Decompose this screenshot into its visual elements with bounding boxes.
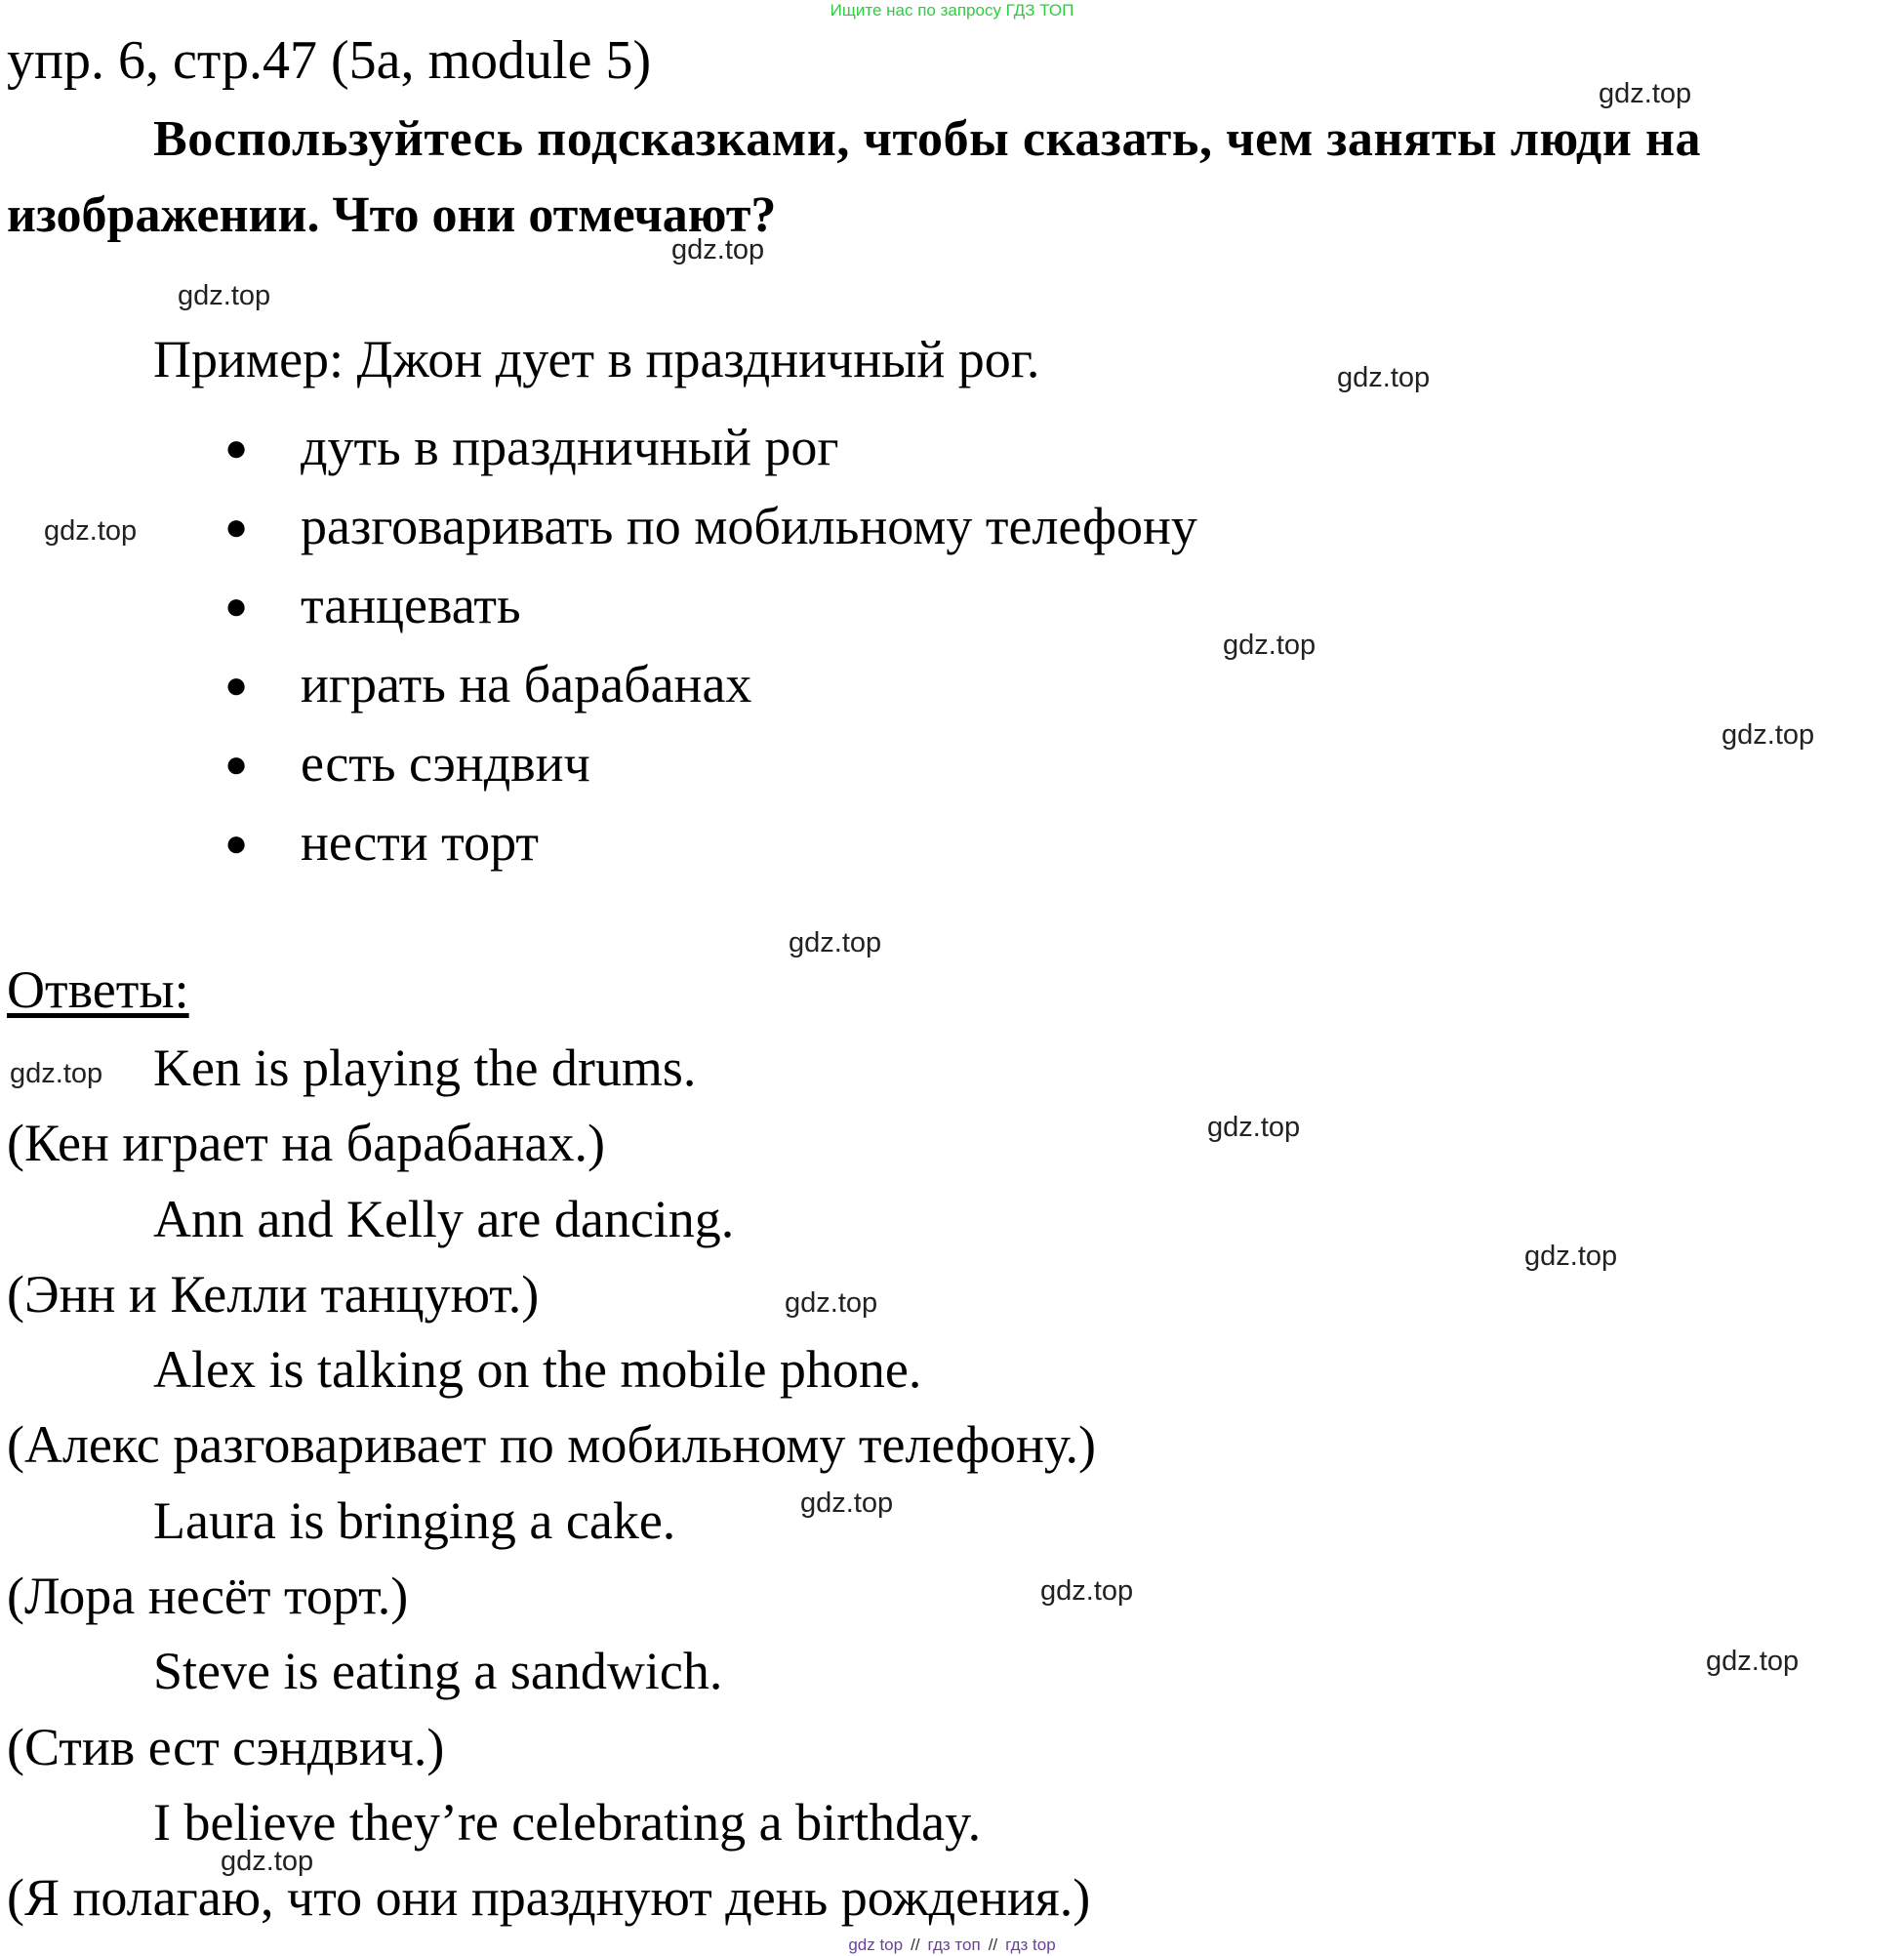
watermark: gdz.top xyxy=(800,1487,894,1519)
watermark: gdz.top xyxy=(1223,630,1317,661)
hint-item xyxy=(224,645,1197,724)
example-sentence: Пример: Джон дует в праздничный рог. xyxy=(153,330,1040,388)
task-instruction xyxy=(7,102,1890,254)
hint-item xyxy=(224,487,1197,566)
watermark: gdz.top xyxy=(221,1846,314,1877)
bullet-icon: ● xyxy=(224,584,249,628)
bullet-icon: ● xyxy=(224,505,249,549)
hint-item xyxy=(224,724,1197,803)
footer-link[interactable]: gdz top xyxy=(848,1936,904,1954)
answer-russian: (Стив ест сэндвич.) xyxy=(7,1717,445,1776)
answer-english: Laura is bringing a cake. xyxy=(153,1490,676,1550)
top-banner[interactable]: Ищите нас по запросу ГДЗ ТОП xyxy=(830,1,1074,20)
watermark: gdz.top xyxy=(44,515,138,547)
watermark: gdz.top xyxy=(1040,1575,1134,1607)
instruction-line-1: Воспользуйтесь подсказками, чтобы сказать, чем заняты люди на xyxy=(153,111,1702,167)
hint-text: нести торт xyxy=(301,813,539,872)
answer-english: Ken is playing the drums. xyxy=(153,1039,697,1097)
bullet-icon: ● xyxy=(224,426,249,469)
answer-english: Steve is eating a sandwich. xyxy=(153,1642,723,1701)
footer-link[interactable]: гдз топ xyxy=(927,1936,981,1954)
answer-russian: (Энн и Келли танцуют.) xyxy=(7,1264,540,1324)
hint-list xyxy=(224,408,1197,882)
answers-block xyxy=(7,1036,1861,1941)
hint-text: есть сэндвич xyxy=(301,734,590,793)
bullet-icon: ● xyxy=(224,663,249,707)
watermark: gdz.top xyxy=(1207,1112,1301,1143)
hint-text: разговаривать по мобильному телефону xyxy=(301,497,1197,555)
watermark: gdz.top xyxy=(1524,1241,1618,1272)
footer-links xyxy=(0,1936,1904,1955)
answer-russian: (Лора несёт торт.) xyxy=(7,1567,409,1626)
watermark: gdz.top xyxy=(1337,362,1431,393)
watermark: gdz.top xyxy=(1706,1646,1800,1677)
answer-english: I believe they’re celebrating a birthday. xyxy=(153,1792,982,1852)
watermark: gdz.top xyxy=(671,234,765,265)
hint-item xyxy=(224,408,1197,487)
answers-title: Ответы: xyxy=(7,960,189,1019)
hint-text: играть на барабанах xyxy=(301,655,752,713)
answer-russian: (Алекс разговаривает по мобильному телефону.) xyxy=(7,1415,1096,1475)
footer-link[interactable]: гдз top xyxy=(1005,1936,1056,1954)
watermark: gdz.top xyxy=(789,927,882,958)
answer-russian: (Кен играет на барабанах.) xyxy=(7,1114,605,1173)
hint-item xyxy=(224,803,1197,882)
bullet-icon: ● xyxy=(224,742,249,786)
watermark: gdz.top xyxy=(10,1058,103,1089)
hint-text: танцевать xyxy=(301,576,521,634)
answer-english: Ann and Kelly are dancing. xyxy=(153,1189,735,1248)
watermark: gdz.top xyxy=(178,280,271,311)
watermark: gdz.top xyxy=(1599,78,1692,109)
answer-english: Alex is talking on the mobile phone. xyxy=(153,1340,922,1400)
exercise-heading: упр. 6, стр.47 (5а, module 5) xyxy=(7,30,652,91)
footer-separator: // xyxy=(911,1936,920,1954)
bullet-icon: ● xyxy=(224,821,249,865)
hint-text: дуть в праздничный рог xyxy=(301,418,839,476)
instruction-line-2: изображении. Что они отмечают? xyxy=(7,187,777,243)
footer-separator: // xyxy=(988,1936,998,1954)
watermark: gdz.top xyxy=(785,1287,878,1319)
hint-item xyxy=(224,566,1197,645)
watermark: gdz.top xyxy=(1722,719,1815,751)
answer-russian: (Я полагаю, что они празднуют день рождения.) xyxy=(7,1868,1091,1928)
